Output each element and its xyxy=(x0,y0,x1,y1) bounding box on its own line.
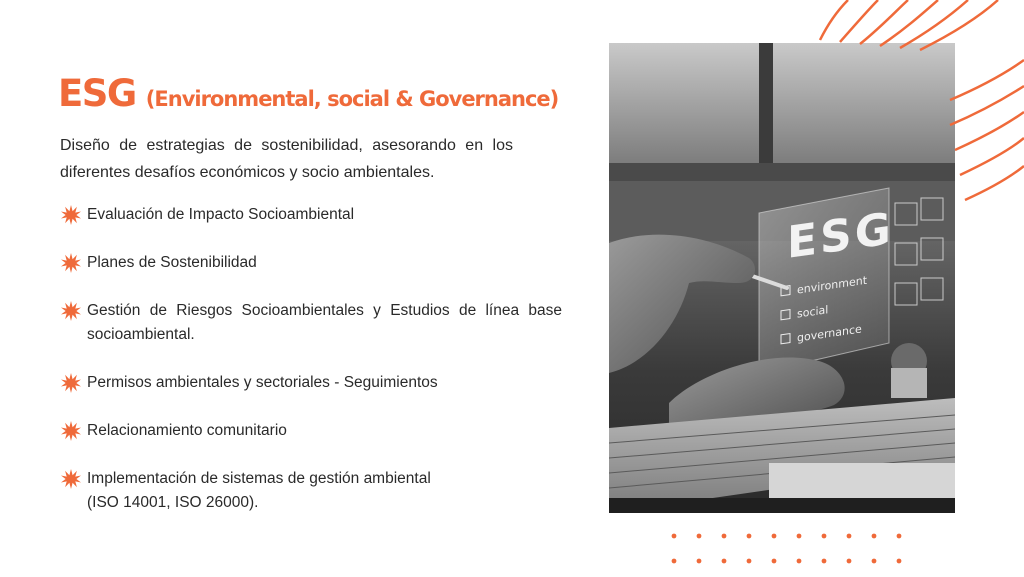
starburst-icon xyxy=(60,300,82,322)
list-item-label: Permisos ambientales y sectoriales - Seguimientos xyxy=(87,374,438,391)
title-main: ESG xyxy=(58,72,136,115)
list-item xyxy=(60,419,562,443)
list-item-label: Gestión de Riesgos Socioambientales y Estudios de línea base socioambiental. xyxy=(87,302,562,343)
decorative-dots xyxy=(668,530,908,570)
decorative-lines xyxy=(800,0,1024,220)
photo-check-social: social xyxy=(797,303,829,321)
starburst-icon xyxy=(60,468,82,490)
photo-esg-text: ESG xyxy=(787,203,894,269)
list-item-label: Evaluación de Impacto Socioambiental xyxy=(87,206,355,223)
list-item xyxy=(60,251,562,275)
starburst-icon xyxy=(60,252,82,274)
list-item-label: Planes de Sostenibilidad xyxy=(87,254,257,271)
starburst-icon xyxy=(60,372,82,394)
list-item-label: Relacionamiento comunitario xyxy=(87,422,287,439)
starburst-icon xyxy=(60,420,82,442)
list-item xyxy=(60,371,562,395)
photo-check-environment: environment xyxy=(797,273,868,297)
photo-check-governance: governance xyxy=(797,322,862,345)
list-item xyxy=(60,203,562,227)
starburst-icon xyxy=(60,204,82,226)
list-item-label: Implementación de sistemas de gestión ambiental (ISO 14001, ISO 26000). xyxy=(87,470,431,511)
page-title xyxy=(58,72,558,115)
list-item xyxy=(60,467,460,515)
list-item xyxy=(60,299,562,347)
intro-paragraph: Diseño de estrategias de sostenibilidad, asesorando en los diferentes desafíos económicos y socio ambientales. xyxy=(60,137,513,181)
title-subtitle: (Environmental, social & Governance) xyxy=(145,87,559,111)
